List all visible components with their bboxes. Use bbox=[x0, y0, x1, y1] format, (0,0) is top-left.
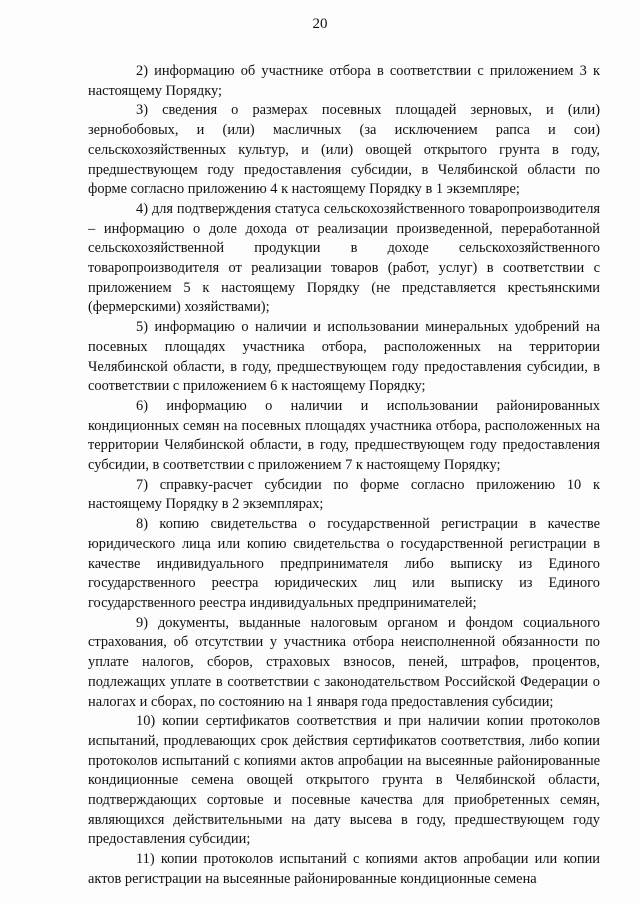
paragraph-item-4: 4) для подтверждения статуса сельскохозяйственного товаропроизводителя – информацию о доле дохода от реализации произведенной, переработанной сельскохозяйственной продукции в доходе сельскохозяйственного товаропроизводителя от реализации товаров (работ, услуг) в соответствии с приложением 5 к настоящему Порядку (не представляется крестьянскими (фермерскими) хозяйствами); bbox=[88, 200, 600, 316]
paragraph-item-3: 3) сведения о размерах посевных площадей зерновых, и (или) зернобобовых, и (или) масличных (за исключением рапса и сои) сельскохозяйственных культур, и (или) овощей открытого грунта в году, предшествующем году предоставления субсидии, в Челябинской области по форме согласно приложению 4 к настоящему Порядку в 1 экземпляре; bbox=[88, 102, 600, 198]
paragraph-item-8: 8) копию свидетельства о государственной регистрации в качестве юридического лица или копию свидетельства о государственной регистрации в качестве индивидуального предпринимателя либо выписку из Единого государственного реестра юридических лиц или выписку из Единого государственного реестра индивидуальных предпринимателей; bbox=[88, 516, 600, 611]
paragraph-item-6: 6) информацию о наличии и использовании районированных кондиционных семян на посевных площадях участника отбора, расположенных на территории Челябинской области, в году, предшествующем году предоставления субсидии, в соответствии с приложением 7 к настоящему Порядку; bbox=[88, 397, 600, 474]
paragraph-item-11: 11) копии протоколов испытаний с копиями актов апробации или копии актов регистрации на высеянные районированные кондиционные семена bbox=[88, 851, 600, 887]
document-body bbox=[88, 62, 600, 890]
paragraph-item-7: 7) справку-расчет субсидии по форме согласно приложению 10 к настоящему Порядку в 2 экземплярах; bbox=[88, 476, 600, 513]
paragraph-item-10: 10) копии сертификатов соответствия и при наличии копии протоколов испытаний, продлевающих срок действия сертификатов соответствия, либо копии протоколов испытаний с копиями актов апробации на высеянные районированные кондиционные семена овощей открытого грунта в Челябинской области, подтверждающих сортовые и посевные качества для приобретенных семян, являющихся действительными на дату высева в году, предшествующем году предоставления субсидии; bbox=[88, 713, 600, 848]
paragraph-item-5: 5) информацию о наличии и использовании минеральных удобрений на посевных площадях участника отбора, расположенных на территории Челябинской области, в году, предшествующем году предоставления субсидии, в соответствии с приложением 6 к настоящему Порядку; bbox=[88, 319, 600, 395]
page-number: 20 bbox=[312, 16, 328, 32]
paragraph-item-9: 9) документы, выданные налоговым органом и фондом социального страхования, об отсутствии у участника отбора неисполненной обязанности по уплате налогов, сборов, страховых взносов, пеней, штрафов, процентов, подлежащих уплате в соответствии с законодательством Российской Федерации о налогах и сборах, по состоянию на 1 января года предоставления субсидии; bbox=[88, 614, 600, 710]
paragraph-item-2: 2) информацию об участнике отбора в соответствии с приложением 3 к настоящему Порядку; bbox=[88, 63, 600, 99]
